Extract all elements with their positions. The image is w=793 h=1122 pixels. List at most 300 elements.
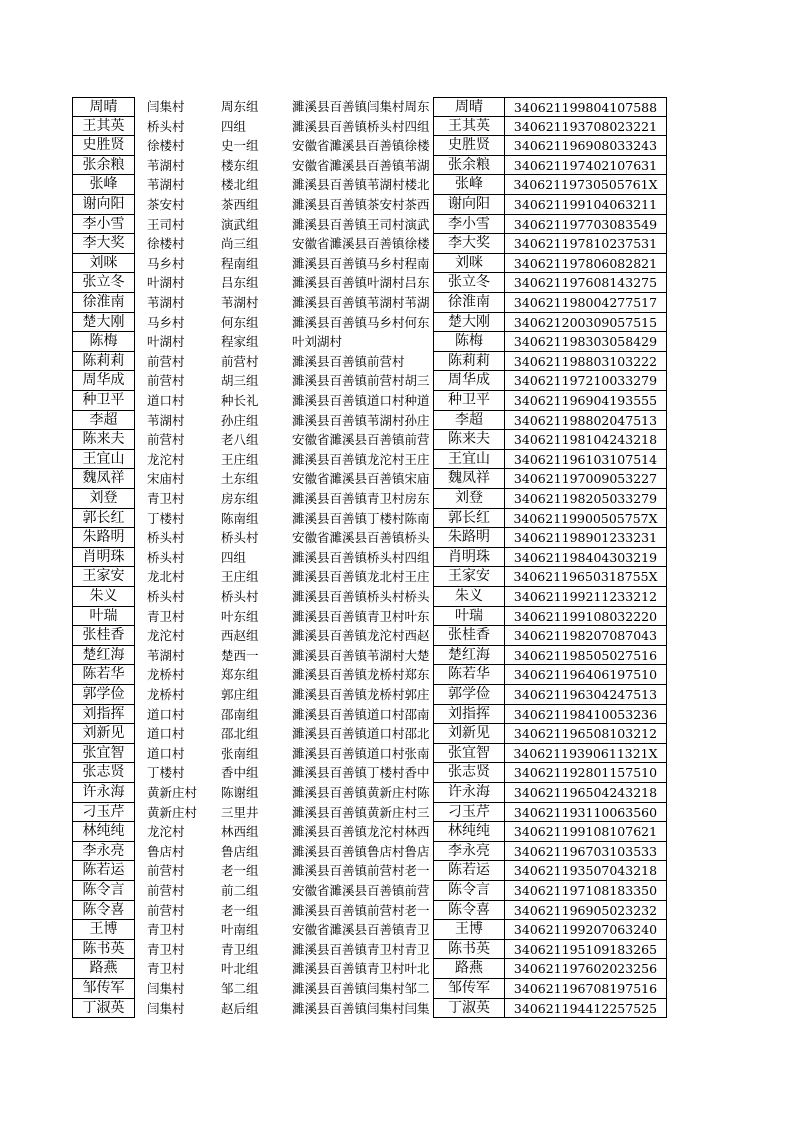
table-row bbox=[0, 646, 793, 666]
address-cell: 濉溪县百善镇前营村胡三 bbox=[292, 373, 430, 389]
group-cell: 四组 bbox=[221, 549, 247, 565]
id-number-cell: 340621197108183350 bbox=[504, 881, 667, 901]
address-cell: 安徽省濉溪县百善镇徐楼 bbox=[292, 236, 430, 252]
name-cell: 李永亮 bbox=[72, 842, 135, 862]
group-cell: 周东组 bbox=[221, 99, 259, 114]
village-cell: 青卫村 bbox=[147, 491, 185, 506]
group-cell: 青卫组 bbox=[221, 941, 259, 957]
id-number-cell: 340621196905023232 bbox=[504, 901, 667, 921]
village-cell: 前营村 bbox=[147, 373, 185, 389]
name-copy-cell: 陈莉莉 bbox=[433, 352, 504, 372]
village-cell: 闫集村 bbox=[147, 1000, 185, 1016]
id-number-cell: 340621199108032220 bbox=[504, 607, 667, 627]
address-cell: 濉溪县百善镇王司村演武 bbox=[292, 216, 430, 232]
name-copy-cell: 张桂香 bbox=[433, 626, 504, 646]
address-cell: 濉溪县百善镇茶安村茶西 bbox=[292, 197, 430, 212]
name-copy-cell: 周晴 bbox=[433, 97, 504, 117]
group-cell: 何东组 bbox=[221, 314, 259, 330]
group-cell: 叶东组 bbox=[221, 608, 259, 624]
id-number-cell: 340621196904193555 bbox=[504, 391, 667, 411]
address-cell: 濉溪县百善镇苇湖村孙庄 bbox=[292, 412, 430, 428]
address-cell: 安徽省濉溪县百善镇苇湖 bbox=[292, 157, 430, 173]
group-cell: 四组 bbox=[221, 118, 247, 134]
address-cell: 濉溪县百善镇黄新庄村陈 bbox=[292, 785, 430, 800]
group-cell: 鲁店组 bbox=[221, 843, 259, 859]
group-cell: 苇湖村 bbox=[221, 295, 259, 310]
id-number-cell: 340621192801157510 bbox=[504, 763, 667, 783]
name-copy-cell: 徐淮南 bbox=[433, 293, 504, 313]
table-row bbox=[0, 567, 793, 587]
name-cell: 刘咪 bbox=[72, 254, 135, 274]
address-cell: 安徽省濉溪县百善镇前营 bbox=[292, 883, 430, 898]
village-cell: 前营村 bbox=[147, 883, 185, 898]
village-cell: 桥头村 bbox=[147, 589, 185, 604]
village-cell: 道口村 bbox=[147, 706, 185, 722]
group-cell: 吕东组 bbox=[221, 275, 259, 291]
address-cell: 安徽省濉溪县百善镇徐楼 bbox=[292, 138, 430, 154]
name-copy-cell: 郭长红 bbox=[433, 509, 504, 529]
name-copy-cell: 李超 bbox=[433, 411, 504, 431]
address-cell: 濉溪县百善镇叶湖村吕东 bbox=[292, 275, 430, 291]
group-cell: 张南组 bbox=[221, 745, 259, 761]
id-number-cell: 34062119730505761X bbox=[504, 175, 667, 195]
address-cell: 濉溪县百善镇青卫村青卫 bbox=[292, 941, 430, 957]
address-cell: 濉溪县百善镇青卫村房东 bbox=[292, 491, 430, 506]
id-number-cell: 340621199207063240 bbox=[504, 920, 667, 940]
table-row bbox=[0, 959, 793, 979]
village-cell: 前营村 bbox=[147, 432, 185, 448]
address-cell: 濉溪县百善镇前营村老一 bbox=[292, 863, 430, 879]
village-cell: 龙沱村 bbox=[147, 628, 185, 644]
group-cell: 王庄组 bbox=[221, 451, 259, 467]
table-row bbox=[0, 509, 793, 529]
village-cell: 桥头村 bbox=[147, 549, 185, 565]
group-cell: 种长礼 bbox=[221, 393, 259, 408]
name-cell: 张峰 bbox=[72, 175, 135, 195]
address-cell: 濉溪县百善镇龙北村王庄 bbox=[292, 569, 430, 585]
village-cell: 青卫村 bbox=[147, 608, 185, 624]
table-row bbox=[0, 626, 793, 646]
name-copy-cell: 刘咪 bbox=[433, 254, 504, 274]
id-number-cell: 340621195109183265 bbox=[504, 940, 667, 960]
name-copy-cell: 陈若华 bbox=[433, 665, 504, 685]
table-row bbox=[0, 999, 793, 1019]
address-cell: 濉溪县百善镇前营村老一 bbox=[292, 902, 430, 918]
village-cell: 苇湖村 bbox=[147, 295, 185, 310]
address-cell: 叶刘湖村 bbox=[292, 334, 343, 350]
village-cell: 苇湖村 bbox=[147, 412, 185, 428]
name-cell: 陈梅 bbox=[72, 332, 135, 352]
village-cell: 马乡村 bbox=[147, 255, 185, 271]
table-row bbox=[0, 136, 793, 156]
table-row bbox=[0, 254, 793, 274]
name-cell: 陈令言 bbox=[72, 881, 135, 901]
group-cell: 桥头村 bbox=[221, 589, 259, 604]
name-copy-cell: 魏凤祥 bbox=[433, 469, 504, 489]
name-cell: 谢向阳 bbox=[72, 195, 135, 215]
group-cell: 郭庄组 bbox=[221, 687, 259, 702]
table-row bbox=[0, 607, 793, 627]
id-number-cell: 340621197703083549 bbox=[504, 215, 667, 235]
group-cell: 邵北组 bbox=[221, 726, 259, 742]
address-cell: 濉溪县百善镇龙沱村西赵 bbox=[292, 628, 430, 644]
table-row bbox=[0, 391, 793, 411]
group-cell: 前二组 bbox=[221, 883, 259, 898]
address-cell: 濉溪县百善镇闫集村周东 bbox=[292, 99, 430, 114]
group-cell: 茶西组 bbox=[221, 197, 259, 212]
village-cell: 前营村 bbox=[147, 353, 185, 369]
group-cell: 王庄组 bbox=[221, 569, 259, 585]
village-cell: 道口村 bbox=[147, 393, 185, 408]
table-row bbox=[0, 332, 793, 352]
id-number-cell: 340621197402107631 bbox=[504, 156, 667, 176]
id-number-cell: 340621198410053236 bbox=[504, 705, 667, 725]
village-cell: 苇湖村 bbox=[147, 647, 185, 663]
table-row bbox=[0, 744, 793, 764]
group-cell: 邹二组 bbox=[221, 981, 259, 996]
name-copy-cell: 王博 bbox=[433, 920, 504, 940]
name-copy-cell: 张宜智 bbox=[433, 744, 504, 764]
name-cell: 史胜贤 bbox=[72, 136, 135, 156]
group-cell: 郑东组 bbox=[221, 667, 259, 683]
table-row bbox=[0, 195, 793, 215]
name-copy-cell: 陈令言 bbox=[433, 881, 504, 901]
village-cell: 桥头村 bbox=[147, 118, 185, 134]
village-cell: 龙沱村 bbox=[147, 824, 185, 840]
name-cell: 王博 bbox=[72, 920, 135, 940]
name-cell: 楚红海 bbox=[72, 646, 135, 666]
name-cell: 王家安 bbox=[72, 567, 135, 587]
name-copy-cell: 刘指挥 bbox=[433, 705, 504, 725]
id-number-cell: 340621196708197516 bbox=[504, 979, 667, 999]
name-copy-cell: 周华成 bbox=[433, 371, 504, 391]
address-cell: 安徽省濉溪县百善镇桥头 bbox=[292, 530, 430, 546]
village-cell: 丁楼村 bbox=[147, 510, 185, 526]
id-number-cell: 340621197602023256 bbox=[504, 959, 667, 979]
id-number-cell: 340621193708023221 bbox=[504, 117, 667, 137]
name-copy-cell: 张立冬 bbox=[433, 273, 504, 293]
name-cell: 许永海 bbox=[72, 783, 135, 803]
name-cell: 徐淮南 bbox=[72, 293, 135, 313]
name-cell: 刘指挥 bbox=[72, 705, 135, 725]
name-copy-cell: 王宜山 bbox=[433, 450, 504, 470]
address-cell: 濉溪县百善镇黄新庄村三 bbox=[292, 804, 430, 820]
table-row bbox=[0, 469, 793, 489]
group-cell: 尚三组 bbox=[221, 236, 259, 252]
id-number-cell: 340621194412257525 bbox=[504, 999, 667, 1019]
village-cell: 青卫村 bbox=[147, 922, 185, 938]
name-cell: 陈若华 bbox=[72, 665, 135, 685]
group-cell: 演武组 bbox=[221, 216, 259, 232]
table-row bbox=[0, 293, 793, 313]
id-number-cell: 340621196103107514 bbox=[504, 450, 667, 470]
village-cell: 叶湖村 bbox=[147, 275, 185, 291]
group-cell: 程家组 bbox=[221, 334, 259, 350]
group-cell: 叶南组 bbox=[221, 922, 259, 938]
name-copy-cell: 陈书英 bbox=[433, 940, 504, 960]
village-cell: 桥头村 bbox=[147, 530, 185, 546]
name-copy-cell: 楚红海 bbox=[433, 646, 504, 666]
table-row bbox=[0, 685, 793, 705]
village-cell: 龙桥村 bbox=[147, 667, 185, 683]
table-row bbox=[0, 861, 793, 881]
name-cell: 周晴 bbox=[72, 97, 135, 117]
table-row bbox=[0, 215, 793, 235]
id-number-cell: 340621199108107621 bbox=[504, 822, 667, 842]
village-cell: 叶湖村 bbox=[147, 334, 185, 350]
address-cell: 濉溪县百善镇道口村邵北 bbox=[292, 726, 430, 742]
address-cell: 濉溪县百善镇苇湖村苇湖 bbox=[292, 295, 430, 310]
group-cell: 房东组 bbox=[221, 491, 259, 506]
group-cell: 楚西一 bbox=[221, 647, 259, 663]
name-copy-cell: 朱路明 bbox=[433, 528, 504, 548]
group-cell: 史一组 bbox=[221, 138, 259, 154]
name-cell: 郭学俭 bbox=[72, 685, 135, 705]
village-cell: 前营村 bbox=[147, 902, 185, 918]
id-number-cell: 340621193110063560 bbox=[504, 803, 667, 823]
name-cell: 陈来夫 bbox=[72, 430, 135, 450]
name-copy-cell: 肖明珠 bbox=[433, 548, 504, 568]
table-row bbox=[0, 665, 793, 685]
village-cell: 道口村 bbox=[147, 745, 185, 761]
table-row bbox=[0, 763, 793, 783]
address-cell: 濉溪县百善镇龙桥村郭庄 bbox=[292, 687, 430, 702]
address-cell: 濉溪县百善镇龙桥村郑东 bbox=[292, 667, 430, 683]
address-cell: 濉溪县百善镇桥头村桥头 bbox=[292, 589, 430, 604]
group-cell: 胡三组 bbox=[221, 373, 259, 389]
group-cell: 邵南组 bbox=[221, 706, 259, 722]
village-cell: 茶安村 bbox=[147, 197, 185, 212]
address-cell: 安徽省濉溪县百善镇青卫 bbox=[292, 922, 430, 938]
name-cell: 郭长红 bbox=[72, 509, 135, 529]
address-cell: 濉溪县百善镇马乡村何东 bbox=[292, 314, 430, 330]
address-cell: 濉溪县百善镇青卫村叶北 bbox=[292, 961, 430, 977]
village-cell: 王司村 bbox=[147, 216, 185, 232]
name-copy-cell: 刁玉芹 bbox=[433, 803, 504, 823]
table-row bbox=[0, 156, 793, 176]
name-cell: 刘新见 bbox=[72, 724, 135, 744]
village-cell: 龙桥村 bbox=[147, 687, 185, 702]
group-cell: 陈南组 bbox=[221, 510, 259, 526]
village-cell: 徐楼村 bbox=[147, 138, 185, 154]
village-cell: 青卫村 bbox=[147, 941, 185, 957]
name-cell: 李大奖 bbox=[72, 234, 135, 254]
name-copy-cell: 林纯纯 bbox=[433, 822, 504, 842]
name-cell: 王宜山 bbox=[72, 450, 135, 470]
table-row bbox=[0, 273, 793, 293]
group-cell: 老八组 bbox=[221, 432, 259, 448]
name-cell: 叶瑞 bbox=[72, 607, 135, 627]
name-copy-cell: 李永亮 bbox=[433, 842, 504, 862]
address-cell: 濉溪县百善镇道口村张南 bbox=[292, 745, 430, 761]
name-cell: 李小雪 bbox=[72, 215, 135, 235]
name-cell: 陈莉莉 bbox=[72, 352, 135, 372]
table-row bbox=[0, 411, 793, 431]
table-row bbox=[0, 548, 793, 568]
name-cell: 种卫平 bbox=[72, 391, 135, 411]
table-row bbox=[0, 940, 793, 960]
name-cell: 刁玉芹 bbox=[72, 803, 135, 823]
village-cell: 苇湖村 bbox=[147, 157, 185, 173]
id-number-cell: 340621198505027516 bbox=[504, 646, 667, 666]
name-copy-cell: 陈令喜 bbox=[433, 901, 504, 921]
village-cell: 宋庙村 bbox=[147, 471, 185, 487]
address-cell: 濉溪县百善镇桥头村四组 bbox=[292, 118, 430, 134]
village-cell: 青卫村 bbox=[147, 961, 185, 977]
id-number-cell: 340621198303058429 bbox=[504, 332, 667, 352]
name-cell: 张桂香 bbox=[72, 626, 135, 646]
id-number-cell: 340621198004277517 bbox=[504, 293, 667, 313]
table-row bbox=[0, 117, 793, 137]
group-cell: 楼北组 bbox=[221, 177, 259, 193]
id-number-cell: 340621198207087043 bbox=[504, 626, 667, 646]
id-number-cell: 340621199804107588 bbox=[504, 97, 667, 117]
id-number-cell: 340621196304247513 bbox=[504, 685, 667, 705]
name-copy-cell: 刘登 bbox=[433, 489, 504, 509]
group-cell: 程南组 bbox=[221, 255, 259, 271]
name-cell: 张志贤 bbox=[72, 763, 135, 783]
name-cell: 王其英 bbox=[72, 117, 135, 137]
id-number-cell: 340621197009053227 bbox=[504, 469, 667, 489]
name-copy-cell: 郭学俭 bbox=[433, 685, 504, 705]
name-copy-cell: 李大奖 bbox=[433, 234, 504, 254]
table-row bbox=[0, 822, 793, 842]
group-cell: 西赵组 bbox=[221, 628, 259, 644]
name-cell: 张宜智 bbox=[72, 744, 135, 764]
village-cell: 龙沱村 bbox=[147, 451, 185, 467]
address-cell: 濉溪县百善镇龙沱村林西 bbox=[292, 824, 430, 840]
village-cell: 闫集村 bbox=[147, 981, 185, 996]
village-cell: 闫集村 bbox=[147, 99, 185, 114]
village-cell: 丁楼村 bbox=[147, 765, 185, 781]
id-number-cell: 340621198803103222 bbox=[504, 352, 667, 372]
group-cell: 土东组 bbox=[221, 471, 259, 487]
name-copy-cell: 朱义 bbox=[433, 587, 504, 607]
table-row bbox=[0, 528, 793, 548]
name-copy-cell: 张志贤 bbox=[433, 763, 504, 783]
name-copy-cell: 陈来夫 bbox=[433, 430, 504, 450]
name-copy-cell: 路燕 bbox=[433, 959, 504, 979]
name-copy-cell: 张峰 bbox=[433, 175, 504, 195]
address-cell: 安徽省濉溪县百善镇宋庙 bbox=[292, 471, 430, 487]
id-number-cell: 340621198901233231 bbox=[504, 528, 667, 548]
name-copy-cell: 刘新见 bbox=[433, 724, 504, 744]
table-row bbox=[0, 803, 793, 823]
village-cell: 苇湖村 bbox=[147, 177, 185, 193]
group-cell: 林西组 bbox=[221, 824, 259, 840]
table-row bbox=[0, 234, 793, 254]
address-cell: 濉溪县百善镇龙沱村王庄 bbox=[292, 451, 430, 467]
name-copy-cell: 陈梅 bbox=[433, 332, 504, 352]
name-cell: 陈令喜 bbox=[72, 901, 135, 921]
id-number-cell: 340621196908033243 bbox=[504, 136, 667, 156]
group-cell: 前营村 bbox=[221, 353, 259, 369]
group-cell: 老一组 bbox=[221, 902, 259, 918]
village-cell: 黄新庄村 bbox=[147, 785, 198, 800]
name-cell: 朱义 bbox=[72, 587, 135, 607]
table-row bbox=[0, 450, 793, 470]
name-cell: 丁淑英 bbox=[72, 999, 135, 1019]
group-cell: 香中组 bbox=[221, 765, 259, 781]
address-cell: 濉溪县百善镇道口村种道 bbox=[292, 393, 430, 408]
id-number-cell: 340621196508103212 bbox=[504, 724, 667, 744]
group-cell: 桥头村 bbox=[221, 530, 259, 546]
village-cell: 马乡村 bbox=[147, 314, 185, 330]
name-cell: 邹传军 bbox=[72, 979, 135, 999]
id-number-cell: 340621197608143275 bbox=[504, 273, 667, 293]
id-number-cell: 340621193507043218 bbox=[504, 861, 667, 881]
name-cell: 陈若运 bbox=[72, 861, 135, 881]
id-number-cell: 340621197810237531 bbox=[504, 234, 667, 254]
name-cell: 肖明珠 bbox=[72, 548, 135, 568]
table-row bbox=[0, 175, 793, 195]
id-number-cell: 340621198404303219 bbox=[504, 548, 667, 568]
group-cell: 老一组 bbox=[221, 863, 259, 879]
id-number-cell: 340621196406197510 bbox=[504, 665, 667, 685]
name-cell: 刘登 bbox=[72, 489, 135, 509]
name-cell: 陈书英 bbox=[72, 940, 135, 960]
name-copy-cell: 张余粮 bbox=[433, 156, 504, 176]
name-copy-cell: 王其英 bbox=[433, 117, 504, 137]
address-cell: 濉溪县百善镇马乡村程南 bbox=[292, 255, 430, 271]
id-number-cell: 340621199104063211 bbox=[504, 195, 667, 215]
address-cell: 濉溪县百善镇丁楼村陈南 bbox=[292, 510, 430, 526]
name-copy-cell: 邹传军 bbox=[433, 979, 504, 999]
name-cell: 张余粮 bbox=[72, 156, 135, 176]
name-copy-cell: 史胜贤 bbox=[433, 136, 504, 156]
name-cell: 张立冬 bbox=[72, 273, 135, 293]
name-copy-cell: 谢向阳 bbox=[433, 195, 504, 215]
address-cell: 濉溪县百善镇闫集村邹二 bbox=[292, 981, 430, 996]
village-cell: 道口村 bbox=[147, 726, 185, 742]
id-number-cell: 340621197806082821 bbox=[504, 254, 667, 274]
name-copy-cell: 丁淑英 bbox=[433, 999, 504, 1019]
table-row bbox=[0, 371, 793, 391]
table-row bbox=[0, 842, 793, 862]
village-cell: 徐楼村 bbox=[147, 236, 185, 252]
id-number-cell: 34062119900505757X bbox=[504, 509, 667, 529]
id-number-cell: 340621198205033279 bbox=[504, 489, 667, 509]
id-number-cell: 340621198104243218 bbox=[504, 430, 667, 450]
table-row bbox=[0, 313, 793, 333]
id-number-cell: 340621200309057515 bbox=[504, 313, 667, 333]
table-row bbox=[0, 97, 793, 117]
address-cell: 濉溪县百善镇道口村邵南 bbox=[292, 706, 430, 722]
group-cell: 陈谢组 bbox=[221, 785, 259, 800]
name-cell: 周华成 bbox=[72, 371, 135, 391]
group-cell: 叶北组 bbox=[221, 961, 259, 977]
table-row bbox=[0, 705, 793, 725]
village-cell: 鲁店村 bbox=[147, 843, 185, 859]
name-copy-cell: 种卫平 bbox=[433, 391, 504, 411]
id-number-cell: 340621199211233212 bbox=[504, 587, 667, 607]
group-cell: 赵后组 bbox=[221, 1000, 259, 1016]
address-cell: 濉溪县百善镇鲁店村鲁店 bbox=[292, 843, 430, 859]
name-cell: 朱路明 bbox=[72, 528, 135, 548]
table-row bbox=[0, 979, 793, 999]
table-row bbox=[0, 430, 793, 450]
address-cell: 濉溪县百善镇桥头村四组 bbox=[292, 549, 430, 565]
address-cell: 濉溪县百善镇苇湖村大楚 bbox=[292, 647, 430, 663]
name-copy-cell: 楚大刚 bbox=[433, 313, 504, 333]
id-number-cell: 340621197210033279 bbox=[504, 371, 667, 391]
name-cell: 路燕 bbox=[72, 959, 135, 979]
table-row bbox=[0, 724, 793, 744]
table-row bbox=[0, 901, 793, 921]
group-cell: 三里井 bbox=[221, 804, 259, 820]
address-cell: 濉溪县百善镇前营村 bbox=[292, 353, 405, 369]
address-cell: 濉溪县百善镇青卫村叶东 bbox=[292, 608, 430, 624]
